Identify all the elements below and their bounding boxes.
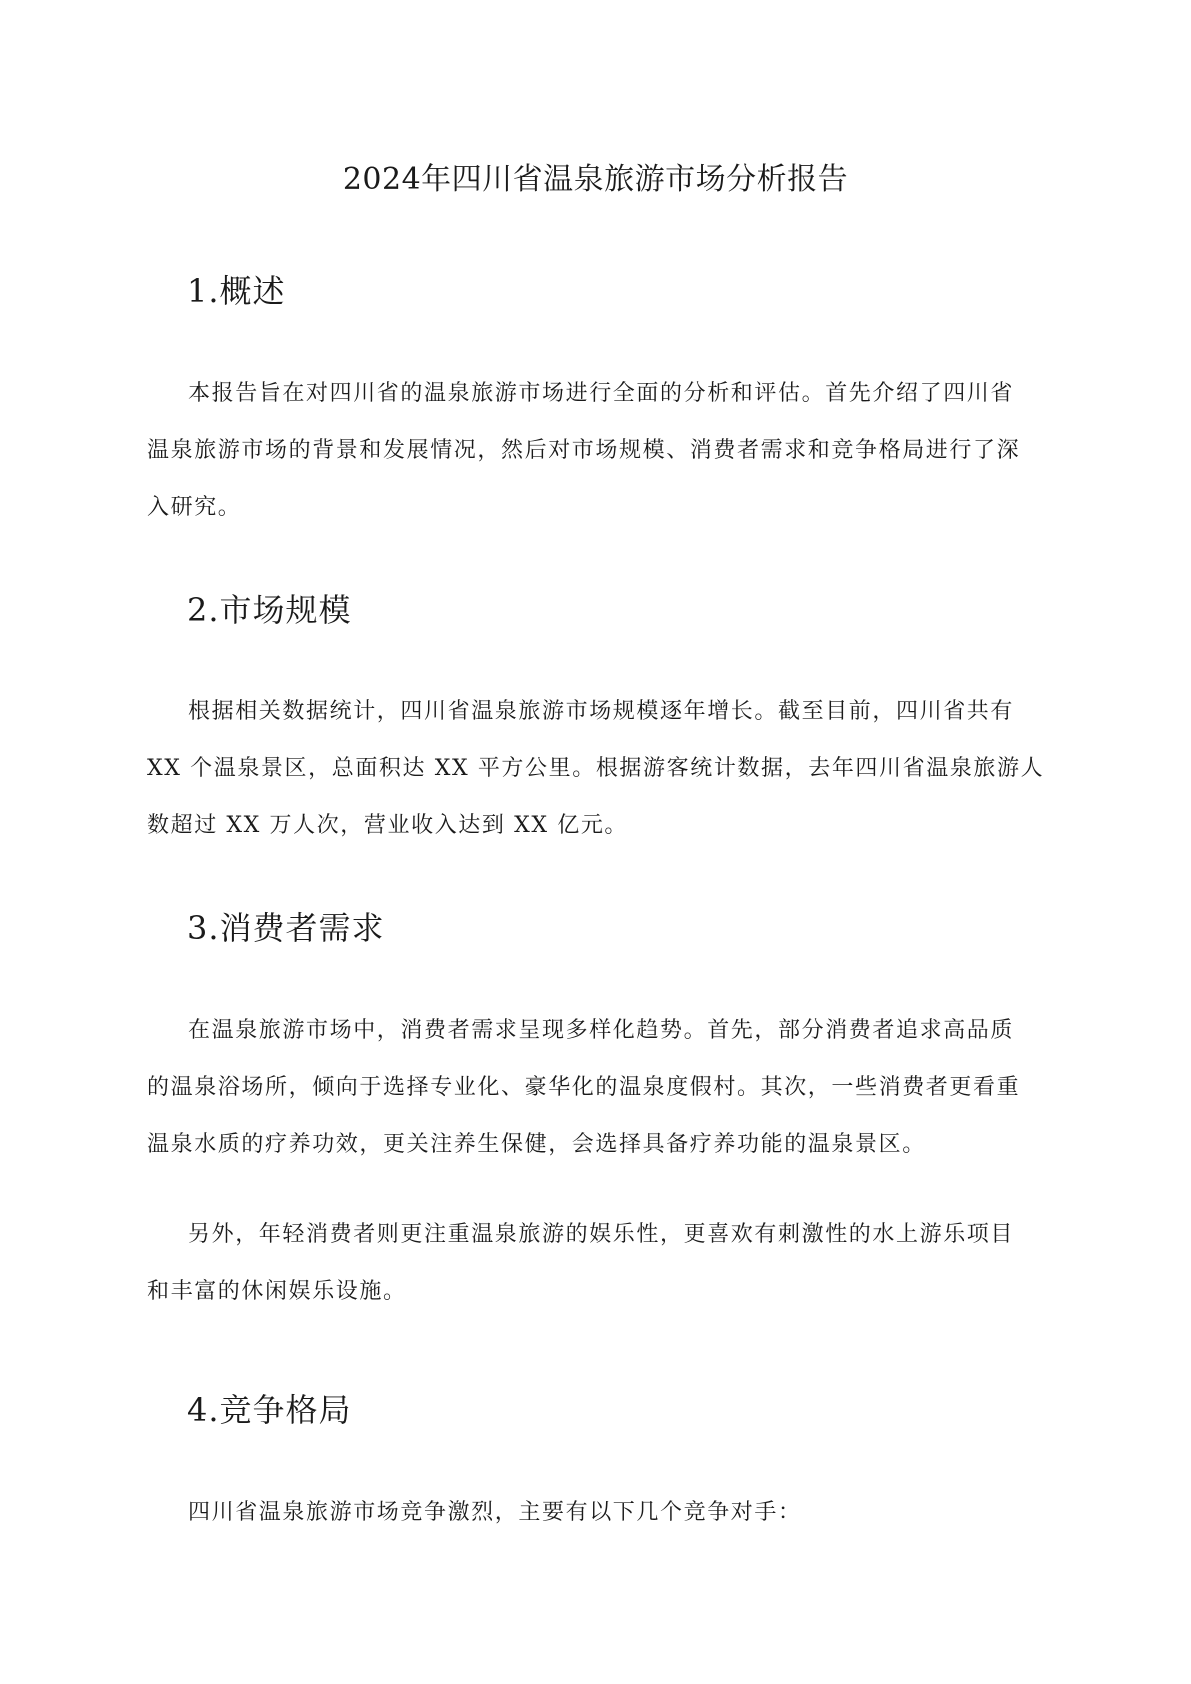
section-heading-market-size: 2.市场规模 — [187, 591, 352, 629]
paragraph-overview: 本报告旨在对四川省的温泉旅游市场进行全面的分析和评估。首先介绍了四川省 温泉旅游市场的背景和发展情况，然后对市场规模、消费者需求和竞争格局进行了深 入研究。 — [147, 381, 1021, 520]
paragraph-consumer-demand-1: 在温泉旅游市场中，消费者需求呈现多样化趋势。首先，部分消费者追求高品质 的温泉浴场所，倾向于选择专业化、豪华化的温泉度假村。其次，一些消费者更看重 温泉水质的疗养功效，更关注养生保健，会选择具备疗养功能的温泉景区。 — [147, 1018, 1021, 1157]
document-title: 2024年四川省温泉旅游市场分析报告 — [342, 162, 849, 197]
paragraph-consumer-demand-2: 另外，年轻消费者则更注重温泉旅游的娱乐性，更喜欢有刺激性的水上游乐项目 和丰富的休闲娱乐设施。 — [147, 1222, 1015, 1304]
paragraph-market-size: 根据相关数据统计，四川省温泉旅游市场规模逐年增长。截至目前，四川省共有 XX 个温泉景区，总面积达 XX 平方公里。根据游客统计数据，去年四川省温泉旅游人 数超过 XX 万人次，营业收入达到 XX 亿元。 — [147, 699, 1045, 838]
section-heading-competition: 4.竞争格局 — [187, 1391, 352, 1429]
section-heading-overview: 1.概述 — [187, 272, 286, 310]
section-heading-consumer-demand: 3.消费者需求 — [187, 909, 385, 947]
paragraph-competition: 四川省温泉旅游市场竞争激烈，主要有以下几个竞争对手： — [188, 1500, 802, 1525]
